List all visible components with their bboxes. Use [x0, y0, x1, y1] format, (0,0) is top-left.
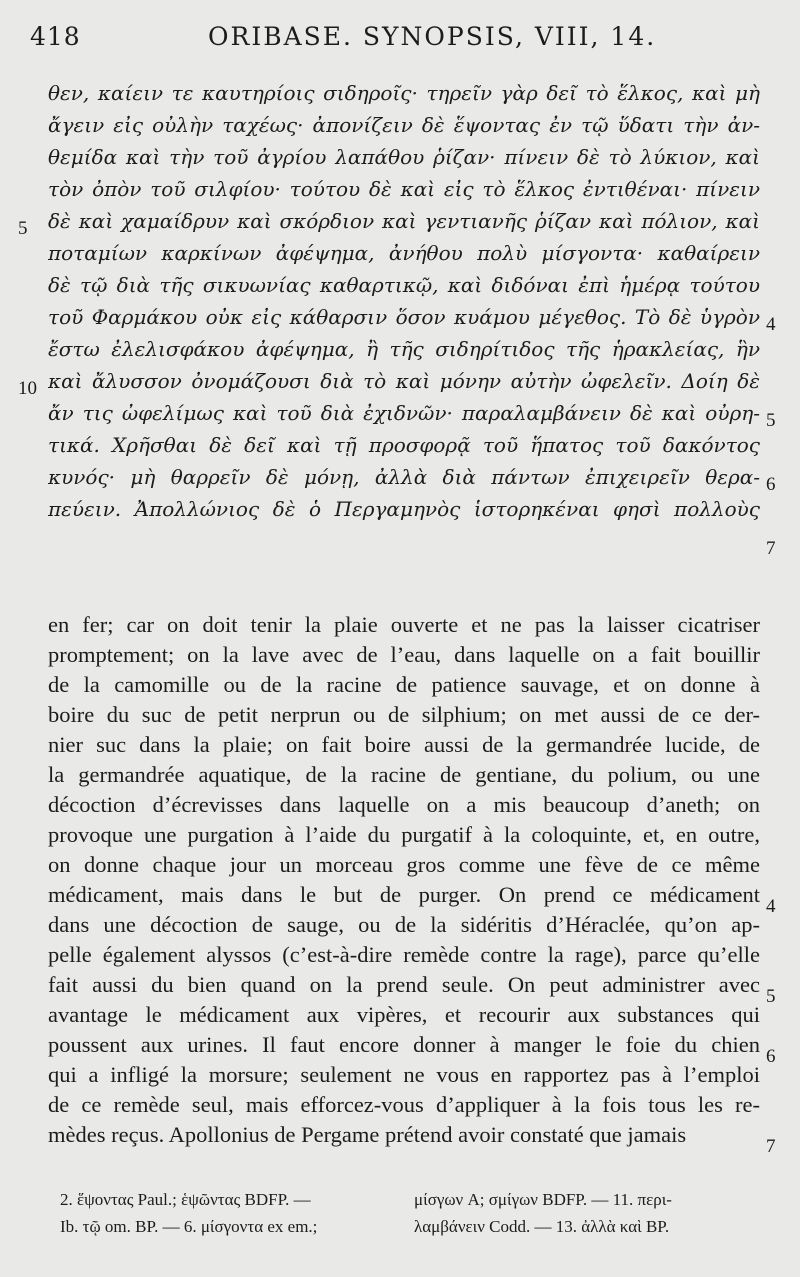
- greek-line: τὸν ὀπὸν τοῦ σιλφίου· τούτου δὲ καὶ εἰς τὸ ἕλκος ἐντιθέναι· πίνειν: [48, 177, 760, 201]
- footnote-text: Ib. τῷ om. BP. — 6. μίσγοντα ex em.;: [60, 1217, 318, 1236]
- section-number: 5: [766, 986, 776, 1007]
- french-line: nier suc dans la plaie; on fait boire aussi de la germandrée lucide, de: [48, 732, 760, 757]
- greek-line: κυνός· μὴ θαρρεῖν δὲ μόνῃ, ἀλλὰ διὰ πάντων ἐπιχειρεῖν θερα-: [48, 465, 760, 489]
- line-number: 10: [18, 378, 37, 399]
- greek-line: ἄν τις ὠφελίμως καὶ τοῦ διὰ ἐχιδνῶν· παραλαμβάνειν δὲ καὶ οὐρη-: [48, 401, 760, 425]
- french-line: en fer; car on doit tenir la plaie ouverte et ne pas la laisser cicatriser: [48, 612, 760, 637]
- greek-line: τοῦ Φαρμάκου οὐκ εἰς κάθαρσιν ὅσον κυάμου μέγεθος. Τὸ δὲ ὑγρὸν: [48, 305, 760, 329]
- section-number: 4: [766, 314, 776, 335]
- french-line: boire du suc de petit nerprun ou de silphium; on met aussi de ce der-: [48, 702, 760, 727]
- french-line: on donne chaque jour un morceau gros comme une fève de ce même: [48, 852, 760, 877]
- footnote-row: [60, 1186, 750, 1213]
- page-number: 418: [30, 22, 81, 51]
- line-number: 5: [18, 218, 28, 239]
- greek-line: ποταμίων καρκίνων ἀφέψημα, ἀνήθου πολὺ μίσγοντα· καθαίρειν: [48, 241, 760, 265]
- page-header: [0, 22, 800, 58]
- french-line: qui a infligé la morsure; seulement ne vous en rapportez pas à l’emploi: [48, 1062, 760, 1087]
- section-number: 6: [766, 474, 776, 495]
- greek-line: τικά. Χρῆσθαι δὲ δεῖ καὶ τῇ προσφορᾷ τοῦ ἥπατος τοῦ δακόντος: [48, 433, 760, 457]
- french-line: poussent aux urines. Il faut encore donner à manger le foie du chien: [48, 1032, 760, 1057]
- french-line: de la camomille ou de la racine de patience sauvage, et on donne à: [48, 672, 760, 697]
- section-number: 6: [766, 1046, 776, 1067]
- french-line: mèdes reçus. Apollonius de Pergame prétend avoir constaté que jamais: [48, 1122, 687, 1147]
- greek-line: πεύειν. Ἀπολλώνιος δὲ ὁ Περγαμηνὸς ἱστορηκέναι φησὶ πολλοὺς: [48, 497, 760, 521]
- french-line: provoque une purgation à l’aide du purgatif à la coloquinte, et, en outre,: [48, 822, 760, 847]
- footnote-row: [60, 1213, 750, 1240]
- greek-line: καὶ ἄλυσσον ὀνομάζουσι διὰ τὸ καὶ μόνην αὐτὴν ὠφελεῖν. Δοίη δὲ: [48, 369, 760, 393]
- french-line: dans une décoction de sauge, ou de la sidéritis d’Héraclée, qu’on ap-: [48, 912, 760, 937]
- greek-line: δὲ καὶ χαμαίδρυν καὶ σκόρδιον καὶ γεντιανῆς ῥίζαν καὶ πόλιον, καὶ: [48, 209, 760, 233]
- footnote-text: λαμβάνειν Codd. — 13. ἀλλὰ καὶ BP.: [414, 1217, 670, 1236]
- section-number: 4: [766, 896, 776, 917]
- footnote-text: 2. ἕψοντας Paul.; ἑψῶντας BDFP. —: [60, 1190, 311, 1209]
- footnote-text: μίσγων A; σμίγων BDFP. — 11. περι-: [414, 1190, 672, 1209]
- section-number: 5: [766, 410, 776, 431]
- greek-line: θεν, καίειν τε καυτηρίοις σιδηροῖς· τηρεῖν γὰρ δεῖ τὸ ἕλκος, καὶ μὴ: [48, 81, 760, 105]
- greek-line: ἄγειν εἰς οὐλὴν ταχέως· ἀπονίζειν δὲ ἕψοντας ἐν τῷ ὕδατι τὴν ἀν-: [48, 113, 760, 137]
- footnotes: [60, 1186, 750, 1240]
- french-line: pelle également alyssos (c’est-à-dire remède contre la rage), parce qu’elle: [48, 942, 760, 967]
- greek-line: ἔστω ἐλελισφάκου ἀφέψημα, ἢ τῆς σιδηρίτιδος τῆς ἡρακλείας, ἣν: [48, 337, 760, 361]
- greek-line: δὲ τῷ διὰ τῆς σικυωνίας καθαρτικῷ, καὶ διδόναι ἐπὶ ἡμέρᾳ τούτου: [48, 273, 760, 297]
- french-line: décoction d’écrevisses dans laquelle on a mis beaucoup d’aneth; on: [48, 792, 760, 817]
- section-number: 7: [766, 538, 776, 559]
- french-line: fait aussi du bien quand on la prend seule. On peut administrer avec: [48, 972, 760, 997]
- french-line: de ce remède seul, mais efforcez-vous d’appliquer à la fois tous les re-: [48, 1092, 760, 1117]
- section-number: 7: [766, 1136, 776, 1157]
- greek-line: θεμίδα καὶ τὴν τοῦ ἀγρίου λαπάθου ῥίζαν· πίνειν δὲ τὸ λύκιον, καὶ: [48, 145, 760, 169]
- french-line: avantage le médicament aux vipères, et recourir aux substances qui: [48, 1002, 760, 1027]
- french-line: promptement; on la lave avec de l’eau, dans laquelle on a fait bouillir: [48, 642, 760, 667]
- french-line: la germandrée aquatique, de la racine de gentiane, du polium, ou une: [48, 762, 760, 787]
- french-line: médicament, mais dans le but de purger. On prend ce médicament: [48, 882, 760, 907]
- running-title: ORIBASE. SYNOPSIS, VIII, 14.: [208, 22, 657, 51]
